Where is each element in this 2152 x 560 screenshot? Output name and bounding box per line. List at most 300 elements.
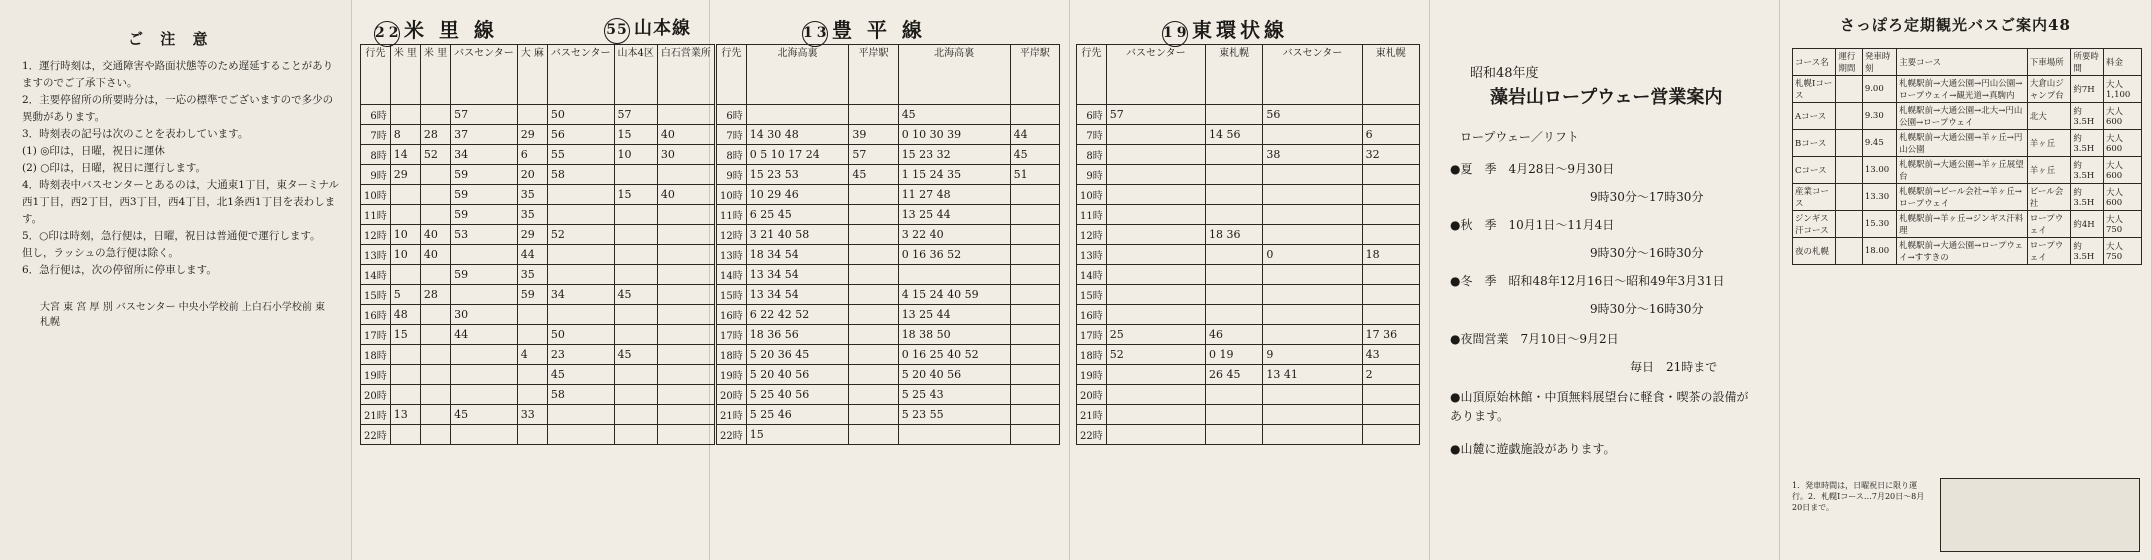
time-cell — [1362, 265, 1419, 285]
column-header: 米 里 — [420, 45, 450, 105]
summer-season: ●夏 季 4月28日～9月30日 — [1450, 162, 1615, 176]
destination-label: 行先 — [1077, 45, 1107, 105]
table-row — [1077, 325, 1420, 345]
time-cell — [1205, 305, 1262, 325]
time-cell — [1106, 205, 1205, 225]
hour-cell: 14時 — [361, 265, 391, 285]
table-row — [717, 125, 1060, 145]
column-header: 料金 — [2103, 49, 2141, 76]
hour-cell: 22時 — [361, 425, 391, 445]
hour-cell: 9時 — [717, 165, 747, 185]
table-row — [717, 385, 1060, 405]
time-cell — [849, 105, 898, 125]
time-cell — [1263, 325, 1362, 345]
column-header: バスセンター — [1263, 45, 1362, 105]
time-cell — [1205, 265, 1262, 285]
table-row — [361, 125, 715, 145]
time-cell: 2 — [1362, 365, 1419, 385]
time-cell: 0 16 25 40 52 — [898, 345, 1010, 365]
time-cell: 50 — [547, 325, 614, 345]
time-cell — [1362, 185, 1419, 205]
table-row — [1077, 245, 1420, 265]
time-cell — [1010, 405, 1059, 425]
time-cell: 40 — [420, 225, 450, 245]
time-cell — [1205, 285, 1262, 305]
time-cell — [657, 105, 714, 125]
time-cell: 15 23 53 — [746, 165, 849, 185]
table-row — [717, 225, 1060, 245]
hour-cell: 18時 — [1077, 345, 1107, 365]
line22-panel — [352, 0, 710, 560]
time-cell: 46 — [1205, 325, 1262, 345]
time-cell — [1362, 225, 1419, 245]
time-cell: 20 — [517, 165, 547, 185]
time-cell — [517, 365, 547, 385]
winter-season: ●冬 季 昭和48年12月16日～昭和49年3月31日 — [1450, 274, 1725, 288]
tour-cell: 夜の札幌 — [1793, 238, 1836, 265]
tour-cell: Cコース — [1793, 157, 1836, 184]
time-cell: 10 — [390, 225, 420, 245]
ropeway-title: 藻岩山ロープウェー営業案内 — [1490, 87, 1723, 108]
time-cell: 30 — [657, 145, 714, 165]
time-cell: 0 — [1263, 245, 1362, 265]
time-cell: 3 22 40 — [898, 225, 1010, 245]
time-cell: 0 5 10 17 24 — [746, 145, 849, 165]
time-cell — [390, 265, 420, 285]
tour-cell: 約3.5H — [2071, 238, 2104, 265]
time-cell — [1205, 185, 1262, 205]
time-cell: 35 — [517, 205, 547, 225]
hour-cell: 7時 — [717, 125, 747, 145]
time-cell — [547, 305, 614, 325]
time-cell: 13 41 — [1263, 365, 1362, 385]
time-cell: 45 — [614, 285, 657, 305]
time-cell: 57 — [451, 105, 518, 125]
time-cell: 13 34 54 — [746, 285, 849, 305]
note-item: 4．時刻表中バスセンターとあるのは，大通東1丁目，東ターミナル西1丁目，西2丁目，西3丁目，西4丁目，北1条西1丁目を表わします。 — [22, 179, 339, 225]
table-row — [1793, 103, 2142, 130]
time-cell: 45 — [451, 405, 518, 425]
time-cell — [1010, 365, 1059, 385]
hour-cell: 21時 — [361, 405, 391, 425]
time-cell — [849, 325, 898, 345]
hour-cell: 13時 — [717, 245, 747, 265]
tour-panel — [1780, 0, 2152, 560]
tour-cell: 札幌駅前→大通公園→ロープウェイ→すすきの — [1897, 238, 2028, 265]
note-item: 5．○印は時刻，急行便は，日曜，祝日は普通便で運行します。 — [22, 230, 321, 242]
table-row — [717, 185, 1060, 205]
time-cell — [517, 385, 547, 405]
time-cell: 30 — [451, 305, 518, 325]
time-cell: 29 — [517, 225, 547, 245]
time-cell: 43 — [1362, 345, 1419, 365]
time-cell — [1263, 285, 1362, 305]
tour-cell: 大人600 — [2103, 103, 2141, 130]
time-cell — [390, 345, 420, 365]
column-header: 東札幌 — [1205, 45, 1262, 105]
time-cell — [1010, 385, 1059, 405]
tour-cell: Bコース — [1793, 130, 1836, 157]
time-cell — [657, 165, 714, 185]
hour-cell: 10時 — [717, 185, 747, 205]
tour-cell: 約7H — [2071, 76, 2104, 103]
time-cell — [1263, 425, 1362, 445]
table-row — [717, 425, 1060, 445]
line13-panel — [710, 0, 1070, 560]
tour-cell — [1836, 130, 1862, 157]
note-item: 3．時刻表の記号は次のことを表わしています。 — [22, 128, 249, 140]
line13-timetable — [716, 44, 1060, 445]
time-cell — [657, 405, 714, 425]
time-cell — [1263, 405, 1362, 425]
hour-cell: 12時 — [1077, 225, 1107, 245]
time-cell — [1010, 105, 1059, 125]
hour-cell: 20時 — [361, 385, 391, 405]
time-cell: 34 — [451, 145, 518, 165]
tour-cell: 約3.5H — [2071, 130, 2104, 157]
table-row — [361, 325, 715, 345]
winter-hours: 9時30分～16時30分 — [1590, 302, 1704, 316]
column-header: 山本4区 — [614, 45, 657, 105]
table-row — [1077, 265, 1420, 285]
summer-hours: 9時30分～17時30分 — [1590, 190, 1704, 204]
time-cell: 55 — [547, 145, 614, 165]
time-cell — [614, 245, 657, 265]
time-cell: 53 — [451, 225, 518, 245]
night-season: ●夜間営業 7月10日～9月2日 — [1450, 332, 1619, 346]
table-row — [1077, 285, 1420, 305]
time-cell — [1010, 265, 1059, 285]
time-cell: 32 — [1362, 145, 1419, 165]
tour-cell: 9.30 — [1862, 103, 1896, 130]
time-cell: 13 25 44 — [898, 305, 1010, 325]
hour-cell: 12時 — [717, 225, 747, 245]
time-cell: 10 29 46 — [746, 185, 849, 205]
table-row — [717, 345, 1060, 365]
time-cell — [849, 425, 898, 445]
hour-cell: 7時 — [1077, 125, 1107, 145]
table-row — [717, 285, 1060, 305]
table-row — [361, 385, 715, 405]
time-cell: 40 — [657, 185, 714, 205]
tour-cell: 大人600 — [2103, 130, 2141, 157]
note-item: 但し，ラッシュの急行便は除く。 — [22, 247, 179, 259]
time-cell — [1106, 145, 1205, 165]
table-row — [361, 225, 715, 245]
column-header: 運行期間 — [1836, 49, 1862, 76]
time-cell: 18 36 — [1205, 225, 1262, 245]
time-cell — [1263, 385, 1362, 405]
note-item: 6．急行便は，次の停留所に停車します。 — [22, 264, 217, 276]
hour-cell: 9時 — [361, 165, 391, 185]
time-cell — [614, 365, 657, 385]
time-cell: 15 — [614, 125, 657, 145]
time-cell — [1263, 125, 1362, 145]
hour-cell: 18時 — [361, 345, 391, 365]
hour-cell: 19時 — [361, 365, 391, 385]
time-cell — [1010, 325, 1059, 345]
tour-cell: ビール会社 — [2027, 184, 2071, 211]
tour-notes: 1．発車時間は，日曜祝日に限り運行。2．札幌Ⅰコース…7月20日～8月20日まで。 — [1792, 481, 1925, 512]
express-stops: 大宮 東 宮 厚 別 バスセンター 中央小学校前 上白石小学校前 東札幌 — [40, 302, 326, 328]
hour-cell: 11時 — [361, 205, 391, 225]
hour-cell: 19時 — [717, 365, 747, 385]
time-cell — [657, 345, 714, 365]
tour-cell — [1836, 157, 1862, 184]
hour-cell: 17時 — [1077, 325, 1107, 345]
time-cell: 35 — [517, 265, 547, 285]
time-cell: 0 19 — [1205, 345, 1262, 365]
time-cell — [657, 425, 714, 445]
time-cell — [547, 245, 614, 265]
time-cell: 0 10 30 39 — [898, 125, 1010, 145]
line-number-badge: 19 — [1162, 21, 1188, 47]
table-row — [717, 205, 1060, 225]
hour-cell: 16時 — [1077, 305, 1107, 325]
time-cell: 59 — [451, 205, 518, 225]
line-number-badge: 22 — [374, 21, 400, 47]
time-cell — [1362, 385, 1419, 405]
time-cell: 14 30 48 — [746, 125, 849, 145]
line19-timetable — [1076, 44, 1420, 445]
time-cell: 26 45 — [1205, 365, 1262, 385]
time-cell — [1106, 285, 1205, 305]
table-row — [717, 405, 1060, 425]
time-cell — [451, 365, 518, 385]
tour-cell: 北大 — [2027, 103, 2071, 130]
time-cell: 58 — [547, 165, 614, 185]
table-row — [717, 325, 1060, 345]
tour-cell: 羊ヶ丘 — [2027, 157, 2071, 184]
time-cell: 35 — [517, 185, 547, 205]
time-cell: 14 56 — [1205, 125, 1262, 145]
table-row — [361, 205, 715, 225]
time-cell — [1106, 365, 1205, 385]
note-item: 1．運行時刻は，交通障害や路面状態等のため遅延することがありますのでご了承下さい。 — [22, 60, 334, 89]
header-row — [361, 45, 715, 105]
tour-cell: 約3.5H — [2071, 103, 2104, 130]
time-cell — [657, 245, 714, 265]
column-header: 平岸駅 — [849, 45, 898, 105]
time-cell — [1205, 205, 1262, 225]
time-cell: 0 16 36 52 — [898, 245, 1010, 265]
time-cell: 14 — [390, 145, 420, 165]
time-cell — [517, 105, 547, 125]
time-cell — [614, 325, 657, 345]
time-cell — [451, 245, 518, 265]
table-row — [717, 245, 1060, 265]
time-cell — [1106, 265, 1205, 285]
line55-name: 山本線 — [634, 18, 691, 39]
table-row — [717, 365, 1060, 385]
time-cell — [849, 405, 898, 425]
column-header: 白石営業所 — [657, 45, 714, 105]
notes-heading: ご 注 意 — [128, 30, 214, 48]
time-cell: 57 — [849, 145, 898, 165]
column-header: 北海高裏 — [746, 45, 849, 105]
time-cell: 28 — [420, 285, 450, 305]
time-cell — [1106, 165, 1205, 185]
hour-cell: 6時 — [717, 105, 747, 125]
time-cell — [547, 205, 614, 225]
time-cell — [657, 205, 714, 225]
line22-title — [374, 14, 498, 47]
time-cell — [746, 105, 849, 125]
night-hours: 毎日 21時まで — [1630, 360, 1718, 374]
hour-cell: 13時 — [361, 245, 391, 265]
table-row — [717, 165, 1060, 185]
hour-cell: 20時 — [717, 385, 747, 405]
time-cell: 29 — [390, 165, 420, 185]
column-header: バスセンター — [547, 45, 614, 105]
time-cell — [1010, 185, 1059, 205]
ropeway-year: 昭和48年度 — [1470, 66, 1539, 81]
table-row — [361, 105, 715, 125]
tour-cell: 約3.5H — [2071, 157, 2104, 184]
time-cell — [614, 165, 657, 185]
time-cell — [547, 265, 614, 285]
time-cell — [390, 365, 420, 385]
hour-cell: 20時 — [1077, 385, 1107, 405]
time-cell — [547, 425, 614, 445]
time-cell: 40 — [420, 245, 450, 265]
hour-cell: 8時 — [717, 145, 747, 165]
time-cell: 59 — [451, 185, 518, 205]
hour-cell: 16時 — [717, 305, 747, 325]
time-cell: 6 — [1362, 125, 1419, 145]
hour-cell: 14時 — [717, 265, 747, 285]
table-row — [1077, 185, 1420, 205]
time-cell — [1106, 225, 1205, 245]
table-row — [361, 185, 715, 205]
time-cell — [1263, 205, 1362, 225]
time-cell — [1010, 245, 1059, 265]
time-cell: 25 — [1106, 325, 1205, 345]
hour-cell: 19時 — [1077, 365, 1107, 385]
time-cell — [1263, 165, 1362, 185]
time-cell — [898, 265, 1010, 285]
time-cell: 18 — [1362, 245, 1419, 265]
time-cell — [1205, 105, 1262, 125]
time-cell — [849, 305, 898, 325]
time-cell — [420, 385, 450, 405]
table-row — [361, 305, 715, 325]
time-cell — [614, 305, 657, 325]
table-row — [1077, 225, 1420, 245]
tour-title: さっぽろ定期観光バスご案内48 — [1840, 16, 2071, 34]
time-cell — [657, 285, 714, 305]
notes-panel — [0, 0, 352, 560]
line22-timetable — [360, 44, 715, 445]
time-cell: 6 22 42 52 — [746, 305, 849, 325]
note-item: (2) ○印は，日曜，祝日に運行します。 — [22, 162, 207, 174]
time-cell: 4 — [517, 345, 547, 365]
time-cell — [547, 405, 614, 425]
table-row — [1077, 105, 1420, 125]
time-cell: 34 — [547, 285, 614, 305]
tour-cell: 13.00 — [1862, 157, 1896, 184]
table-row — [717, 305, 1060, 325]
column-header: 米 里 — [390, 45, 420, 105]
line-number-badge: 13 — [802, 21, 828, 47]
time-cell: 57 — [1106, 105, 1205, 125]
hour-cell: 22時 — [717, 425, 747, 445]
table-row — [361, 165, 715, 185]
time-cell: 56 — [1263, 105, 1362, 125]
time-cell — [1263, 185, 1362, 205]
time-cell: 1 15 24 35 — [898, 165, 1010, 185]
time-cell: 13 34 54 — [746, 265, 849, 285]
time-cell — [1205, 405, 1262, 425]
time-cell: 45 — [898, 105, 1010, 125]
tour-table — [1792, 48, 2142, 265]
column-header: 所要時間 — [2071, 49, 2104, 76]
time-cell — [849, 245, 898, 265]
table-row — [1077, 425, 1420, 445]
table-row — [1793, 238, 2142, 265]
time-cell — [420, 345, 450, 365]
time-cell — [420, 405, 450, 425]
time-cell — [1205, 385, 1262, 405]
time-cell — [849, 365, 898, 385]
time-cell — [1106, 425, 1205, 445]
table-row — [361, 365, 715, 385]
time-cell — [390, 385, 420, 405]
table-row — [1077, 145, 1420, 165]
line13-title — [802, 14, 926, 47]
time-cell — [420, 165, 450, 185]
tour-cell: Aコース — [1793, 103, 1836, 130]
time-cell — [614, 405, 657, 425]
time-cell — [614, 225, 657, 245]
column-header: 下車場所 — [2027, 49, 2071, 76]
line55-title — [604, 14, 691, 44]
time-cell: 57 — [614, 105, 657, 125]
hour-cell: 13時 — [1077, 245, 1107, 265]
time-cell — [1362, 285, 1419, 305]
time-cell: 11 27 48 — [898, 185, 1010, 205]
hour-cell: 7時 — [361, 125, 391, 145]
time-cell: 5 23 55 — [898, 405, 1010, 425]
station-map — [1940, 478, 2140, 552]
time-cell — [849, 385, 898, 405]
time-cell — [1362, 405, 1419, 425]
time-cell — [1010, 345, 1059, 365]
column-header: 大 麻 — [517, 45, 547, 105]
column-header: 発車時刻 — [1862, 49, 1896, 76]
header-row — [1793, 49, 2142, 76]
time-cell — [657, 325, 714, 345]
time-cell: 45 — [1010, 145, 1059, 165]
hour-cell: 15時 — [717, 285, 747, 305]
table-row — [1793, 76, 2142, 103]
time-cell — [451, 285, 518, 305]
ropeway-sub: ロープウェー／リフト — [1460, 130, 1579, 144]
time-cell — [390, 425, 420, 445]
hour-cell: 12時 — [361, 225, 391, 245]
time-cell — [657, 305, 714, 325]
line-number-badge: 55 — [604, 18, 630, 44]
time-cell: 38 — [1263, 145, 1362, 165]
time-cell — [451, 385, 518, 405]
table-row — [1077, 345, 1420, 365]
time-cell — [1106, 245, 1205, 265]
tour-cell — [1836, 103, 1862, 130]
time-cell — [849, 205, 898, 225]
tour-cell: 羊ヶ丘 — [2027, 130, 2071, 157]
time-cell — [420, 265, 450, 285]
hour-cell: 17時 — [717, 325, 747, 345]
